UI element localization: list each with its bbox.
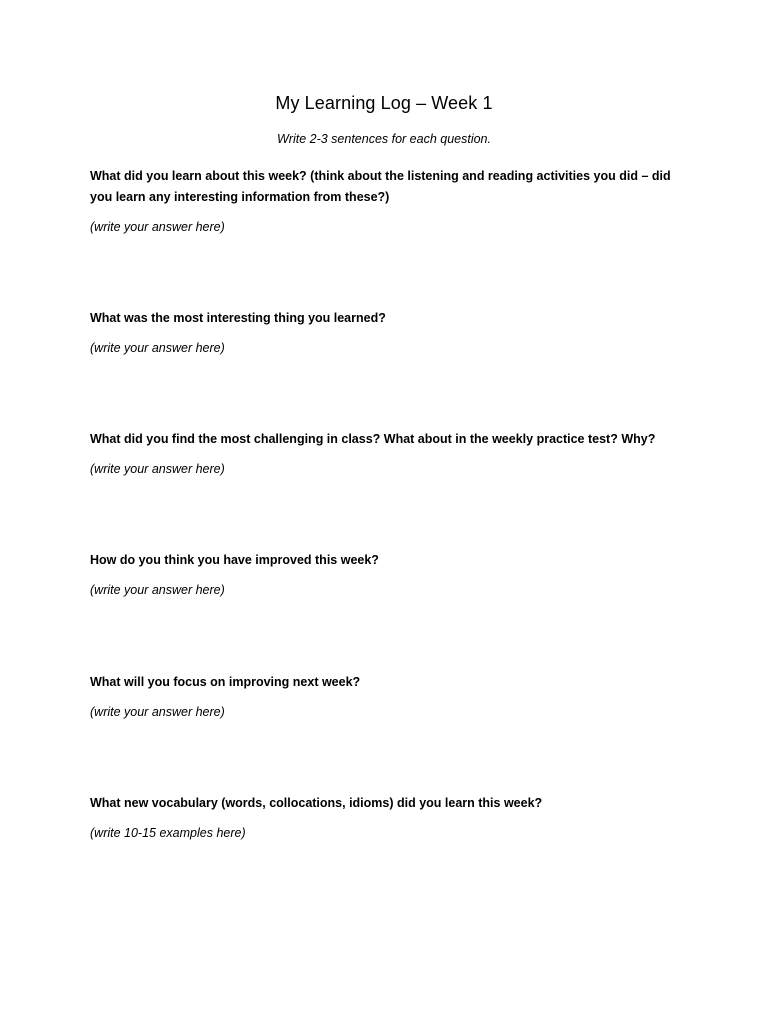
question-1: What did you learn about this week? (think about the listening and reading activities you did – did you learn any interesting information from these?) (90, 169, 671, 204)
question-block-2 (90, 308, 690, 359)
question-block-3 (90, 429, 690, 480)
answer-placeholder-1[interactable]: (write your answer here) (90, 220, 225, 234)
question-block-5 (90, 672, 690, 723)
answer-placeholder-4[interactable]: (write your answer here) (90, 583, 225, 597)
question-2: What was the most interesting thing you learned? (90, 311, 386, 325)
question-6: What new vocabulary (words, collocations, idioms) did you learn this week? (90, 796, 543, 810)
answer-placeholder-2[interactable]: (write your answer here) (90, 341, 225, 355)
question-block-4 (90, 550, 690, 601)
document-title: My Learning Log – Week 1 (275, 93, 493, 113)
question-block-6 (90, 793, 690, 844)
document-subtitle: Write 2-3 sentences for each question. (276, 132, 491, 146)
question-3: What did you find the most challenging in class? What about in the weekly practice test? Why? (90, 432, 656, 446)
question-block-1 (90, 166, 690, 238)
answer-placeholder-3[interactable]: (write your answer here) (90, 462, 225, 476)
answer-placeholder-5[interactable]: (write your answer here) (90, 705, 225, 719)
question-4: How do you think you have improved this week? (90, 553, 379, 567)
question-5: What will you focus on improving next week? (90, 675, 361, 689)
answer-placeholder-6[interactable]: (write 10-15 examples here) (90, 826, 246, 840)
